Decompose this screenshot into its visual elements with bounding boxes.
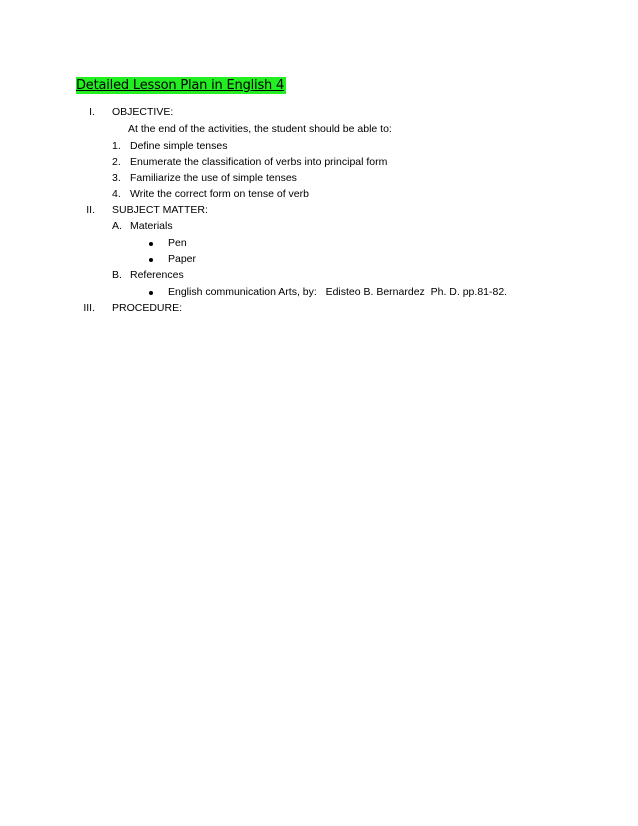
bullet-icon bbox=[149, 242, 153, 246]
references-marker: B. bbox=[112, 269, 122, 281]
section-heading-procedure: PROCEDURE: bbox=[112, 302, 183, 314]
document-title: Detailed Lesson Plan in English 4 bbox=[76, 78, 285, 93]
objective-item: Define simple tenses bbox=[130, 140, 228, 152]
references-label: References bbox=[130, 269, 184, 281]
materials-marker: A. bbox=[112, 220, 122, 232]
objective-item: Enumerate the classification of verbs into principal form bbox=[130, 156, 388, 168]
material-item: Paper bbox=[168, 253, 197, 265]
objective-item-marker: 3. bbox=[112, 172, 121, 184]
objective-item: Write the correct form on tense of verb bbox=[130, 188, 309, 200]
section-numeral-subject-matter: II. bbox=[86, 204, 95, 216]
bullet-icon bbox=[149, 291, 153, 295]
objective-item: Familiarize the use of simple tenses bbox=[130, 172, 297, 184]
bullet-icon bbox=[149, 258, 153, 262]
objective-item-marker: 4. bbox=[112, 188, 121, 200]
objective-item-marker: 2. bbox=[112, 156, 121, 168]
objective-item-marker: 1. bbox=[112, 140, 121, 152]
section-numeral-procedure: III. bbox=[83, 302, 95, 314]
section-heading-objective: OBJECTIVE: bbox=[112, 106, 174, 118]
material-item: Pen bbox=[168, 237, 187, 249]
section-numeral-objective: I. bbox=[89, 106, 95, 118]
reference-item: English communication Arts, by: Edisteo B. Bernardez Ph. D. pp.81-82. bbox=[168, 286, 508, 298]
section-heading-subject-matter: SUBJECT MATTER: bbox=[112, 204, 208, 216]
objective-intro: At the end of the activities, the student should be able to: bbox=[128, 123, 392, 135]
materials-label: Materials bbox=[130, 220, 173, 232]
